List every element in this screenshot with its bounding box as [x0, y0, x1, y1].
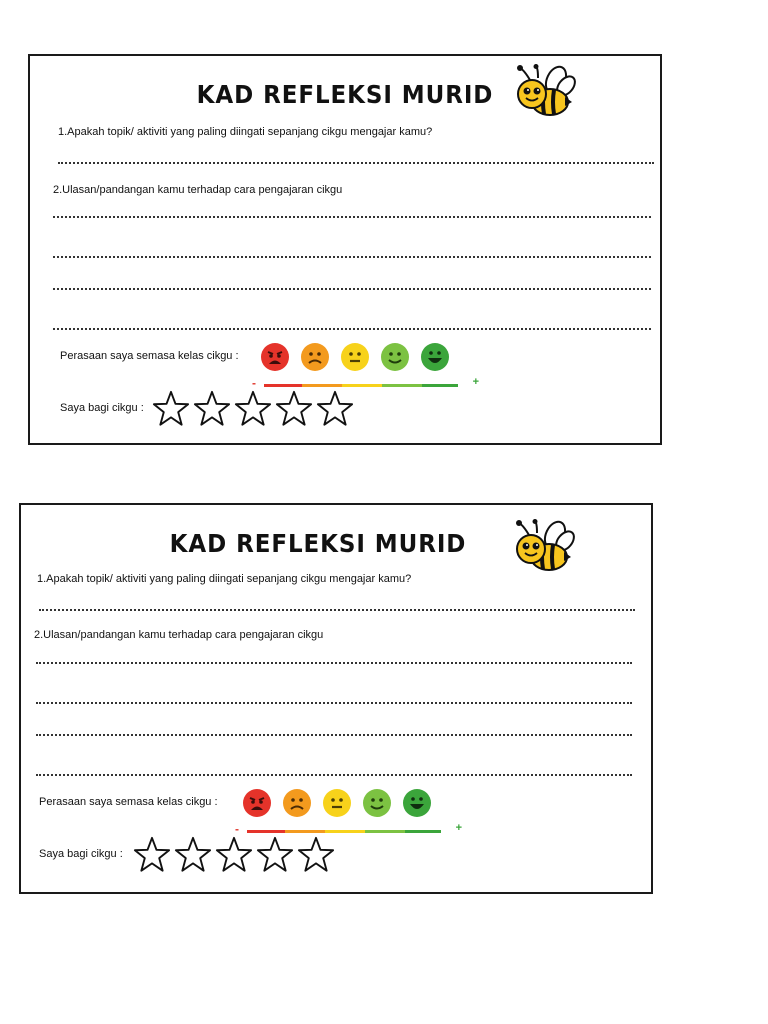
answer-line-q2-1[interactable]: [36, 662, 632, 664]
very-happy-face-icon[interactable]: [420, 342, 450, 372]
reflection-card-2: [19, 503, 653, 894]
scale-minus-sign: -: [235, 822, 239, 836]
rating-label: Saya bagi cikgu :: [60, 402, 144, 414]
star-icon[interactable]: [152, 390, 190, 428]
question-1-label: 1.Apakah topik/ aktiviti yang paling diingati sepanjang cikgu mengajar kamu?: [58, 126, 433, 138]
answer-line-q2-2[interactable]: [53, 256, 651, 258]
answer-line-q1[interactable]: [58, 162, 654, 164]
angry-face-icon[interactable]: [242, 788, 272, 818]
answer-line-q2-2[interactable]: [36, 702, 632, 704]
neutral-face-icon[interactable]: [322, 788, 352, 818]
star-icon[interactable]: [256, 836, 294, 874]
card-title: KAD REFLEKSI MURID: [196, 80, 494, 109]
feeling-label: Perasaan saya semasa kelas cikgu :: [39, 796, 218, 808]
answer-line-q2-1[interactable]: [53, 216, 651, 218]
happy-face-icon[interactable]: [380, 342, 410, 372]
answer-line-q2-4[interactable]: [53, 328, 651, 330]
star-icon[interactable]: [316, 390, 354, 428]
emoji-rating-row: [242, 788, 432, 818]
star-icon[interactable]: [297, 836, 335, 874]
scale-minus-sign: -: [252, 376, 256, 390]
star-icon[interactable]: [174, 836, 212, 874]
scale-plus-sign: +: [455, 822, 462, 834]
question-1-label: 1.Apakah topik/ aktiviti yang paling diingati sepanjang cikgu mengajar kamu?: [37, 573, 412, 585]
answer-line-q2-3[interactable]: [36, 734, 632, 736]
bee-icon: [509, 519, 577, 575]
happy-face-icon[interactable]: [362, 788, 392, 818]
answer-line-q1[interactable]: [39, 609, 635, 611]
question-2-label: 2.Ulasan/pandangan kamu terhadap cara pengajaran cikgu: [34, 629, 324, 641]
scale-plus-sign: +: [472, 376, 479, 388]
neutral-face-icon[interactable]: [340, 342, 370, 372]
answer-line-q2-3[interactable]: [53, 288, 651, 290]
sad-face-icon[interactable]: [300, 342, 330, 372]
card-title: KAD REFLEKSI MURID: [169, 529, 467, 558]
angry-face-icon[interactable]: [260, 342, 290, 372]
sad-face-icon[interactable]: [282, 788, 312, 818]
star-icon[interactable]: [133, 836, 171, 874]
answer-line-q2-4[interactable]: [36, 774, 632, 776]
star-icon[interactable]: [275, 390, 313, 428]
emoji-rating-row: [260, 342, 450, 372]
very-happy-face-icon[interactable]: [402, 788, 432, 818]
star-rating: [152, 390, 354, 428]
feeling-label: Perasaan saya semasa kelas cikgu :: [60, 350, 239, 362]
reflection-card-1: [28, 54, 662, 445]
star-icon[interactable]: [215, 836, 253, 874]
star-icon[interactable]: [193, 390, 231, 428]
question-2-label: 2.Ulasan/pandangan kamu terhadap cara pengajaran cikgu: [53, 184, 343, 196]
star-icon[interactable]: [234, 390, 272, 428]
star-rating: [133, 836, 335, 874]
rating-label: Saya bagi cikgu :: [39, 848, 123, 860]
bee-icon: [510, 64, 578, 120]
